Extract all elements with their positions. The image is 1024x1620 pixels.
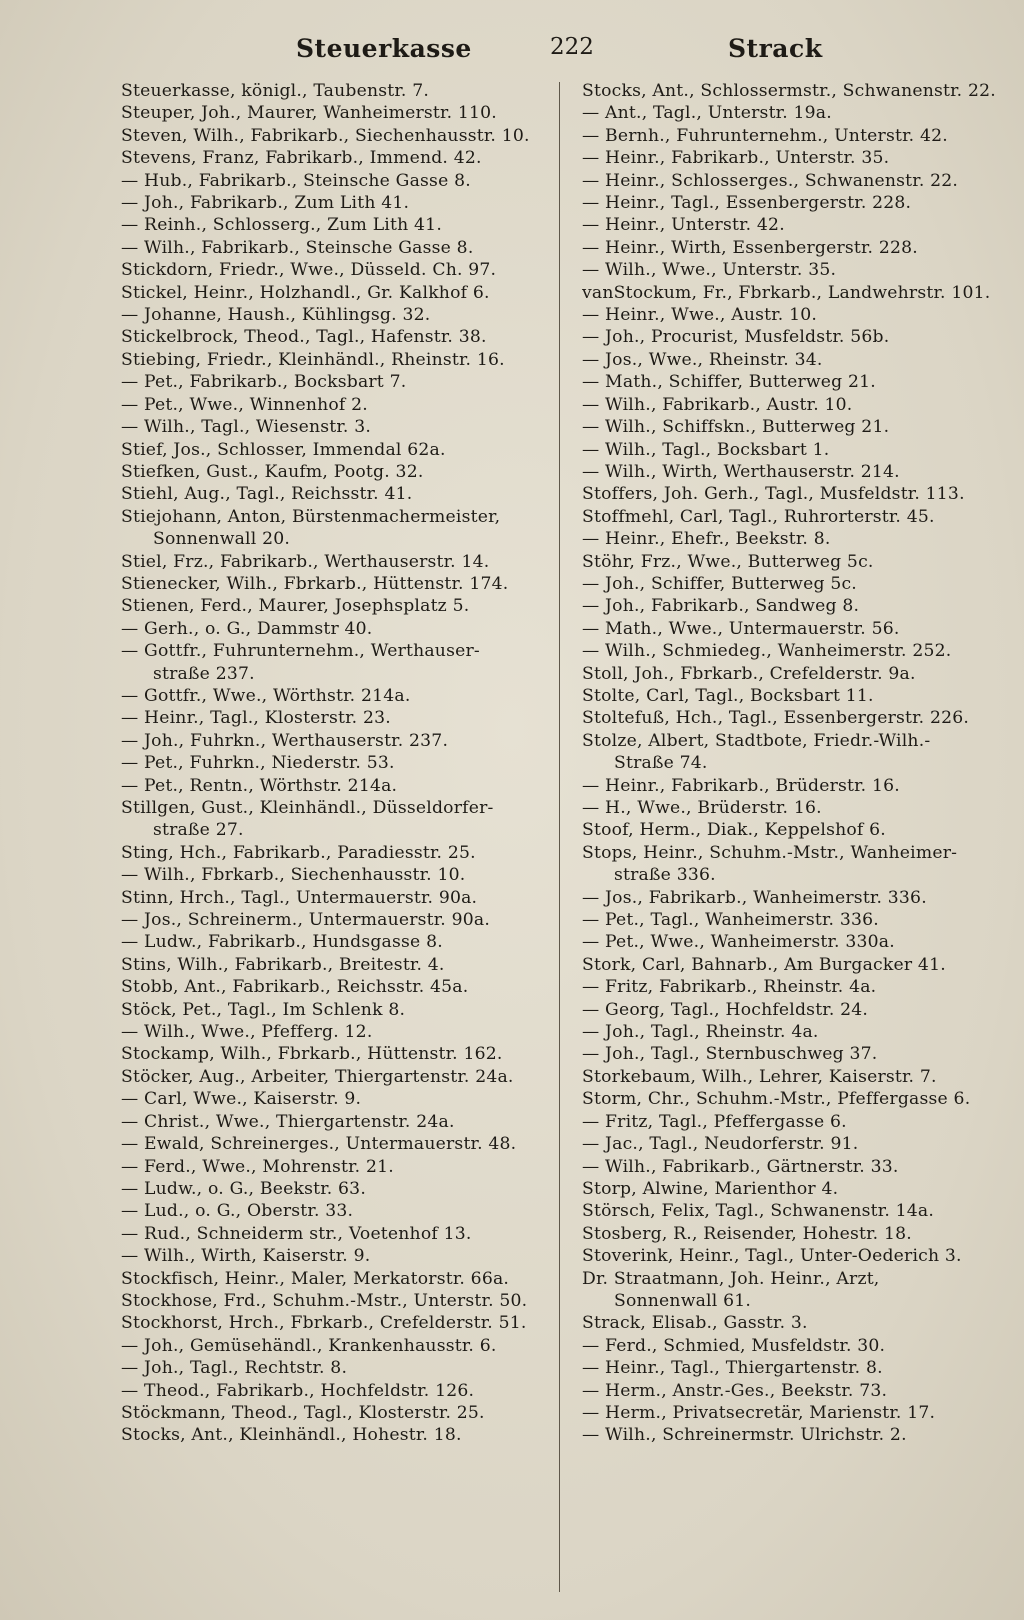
directory-entry: — Gerh., o. G., Dammstr 40. — [121, 618, 373, 639]
directory-entry: — Fritz, Fabrikarb., Rheinstr. 4a. — [582, 977, 877, 998]
directory-entry: Stork, Carl, Bahnarb., Am Burgacker 41. — [582, 954, 946, 975]
directory-entry: — Johanne, Haush., Kühlingsg. 32. — [121, 305, 431, 326]
directory-entry: — Georg, Tagl., Hochfeldstr. 24. — [582, 999, 869, 1020]
directory-entry: Stöcker, Aug., Arbeiter, Thiergartenstr. 24a. — [121, 1066, 514, 1087]
directory-entry: Stoof, Herm., Diak., Keppelshof 6. — [582, 820, 886, 841]
directory-entry: — Hub., Fabrikarb., Steinsche Gasse 8. — [121, 170, 471, 191]
directory-entry: — Jos., Schreinerm., Untermauerstr. 90a. — [121, 910, 491, 931]
directory-entry: — Pet., Fabrikarb., Bocksbart 7. — [121, 372, 407, 393]
directory-entry: Stockhorst, Hrch., Fbrkarb., Crefelderstr. 51. — [121, 1313, 527, 1334]
directory-entry: Stins, Wilh., Fabrikarb., Breitestr. 4. — [121, 954, 445, 975]
left-column — [121, 80, 553, 1447]
directory-entry: — Pet., Wwe., Wanheimerstr. 330a. — [582, 932, 895, 953]
directory-entry: — Joh., Tagl., Rechtstr. 8. — [121, 1358, 348, 1379]
directory-entry: Stöckmann, Theod., Tagl., Klosterstr. 25. — [121, 1402, 485, 1423]
directory-entry: — Heinr., Tagl., Essenbergerstr. 228. — [582, 193, 912, 214]
directory-entry: — Wilh., Fabrikarb., Austr. 10. — [582, 394, 853, 415]
directory-entry: — Theod., Fabrikarb., Hochfeldstr. 126. — [121, 1380, 475, 1401]
directory-entry: Stiebing, Friedr., Kleinhändl., Rheinstr. 16. — [121, 349, 505, 370]
directory-entry: Stoll, Joh., Fbrkarb., Crefelderstr. 9a. — [582, 663, 916, 684]
directory-entry: — Heinr., Unterstr. 42. — [582, 215, 785, 236]
directory-entry: Störsch, Felix, Tagl., Schwanenstr. 14a. — [582, 1201, 935, 1222]
directory-entry: Stillgen, Gust., Kleinhändl., Düsseldorfer- — [121, 798, 494, 818]
directory-entry: — Herm., Anstr.-Ges., Beekstr. 73. — [582, 1380, 888, 1401]
directory-entry-continuation: Sonnenwall 61. — [614, 1290, 752, 1311]
directory-entry: — Gottfr., Wwe., Wörthstr. 214a. — [121, 685, 411, 706]
directory-entry: — Wilh., Fbrkarb., Siechenhausstr. 10. — [121, 865, 466, 886]
directory-entry: — Joh., Procurist, Musfeldstr. 56b. — [582, 327, 890, 348]
directory-entry: — Ewald, Schreinerges., Untermauerstr. 48. — [121, 1134, 517, 1155]
directory-entry-continuation: straße 237. — [153, 663, 255, 684]
directory-entry: Stiel, Frz., Fabrikarb., Werthauserstr. 14. — [121, 551, 490, 572]
directory-entry-continuation: straße 27. — [153, 820, 244, 841]
directory-entry: Stienen, Ferd., Maurer, Josephsplatz 5. — [121, 596, 470, 617]
directory-entry: Storm, Chr., Schuhm.-Mstr., Pfeffergasse 6. — [582, 1089, 971, 1110]
directory-entry: — Wilh., Tagl., Bocksbart 1. — [582, 439, 830, 460]
directory-entry: Stocks, Ant., Schlossermstr., Schwanenstr. 22. — [582, 81, 996, 101]
directory-entry: Steuerkasse, königl., Taubenstr. 7. — [121, 81, 429, 101]
directory-entry: — Joh., Tagl., Sternbuschweg 37. — [582, 1044, 878, 1065]
directory-entry: Steven, Wilh., Fabrikarb., Siechenhausstr. 10. — [121, 125, 530, 146]
directory-entry: — Wilh., Wirth, Kaiserstr. 9. — [121, 1246, 371, 1267]
directory-entry: Stöhr, Frz., Wwe., Butterweg 5c. — [582, 551, 874, 572]
directory-entry: Stevens, Franz, Fabrikarb., Immend. 42. — [121, 148, 482, 169]
directory-entry: — Wilh., Wwe., Pfefferg. 12. — [121, 1022, 373, 1043]
directory-entry: — Heinr., Wirth, Essenbergerstr. 228. — [582, 237, 918, 258]
directory-entry: — Christ., Wwe., Thiergartenstr. 24a. — [121, 1111, 455, 1132]
directory-entry: Stiefken, Gust., Kaufm, Pootg. 32. — [121, 461, 424, 482]
directory-entry: — Carl, Wwe., Kaiserstr. 9. — [121, 1089, 362, 1110]
header-right-keyword: Strack — [728, 34, 823, 63]
directory-entry: — Wilh., Schiffskn., Butterweg 21. — [582, 417, 890, 438]
directory-entry: Stobb, Ant., Fabrikarb., Reichsstr. 45a. — [121, 977, 469, 998]
directory-entry: — Joh., Fabrikarb., Sandweg 8. — [582, 596, 860, 617]
directory-entry: — Wilh., Wirth, Werthauserstr. 214. — [582, 461, 900, 482]
right-column — [582, 80, 1014, 1447]
directory-entry: — Herm., Privatsecretär, Marienstr. 17. — [582, 1402, 936, 1423]
directory-entry: — Lud., o. G., Oberstr. 33. — [121, 1201, 354, 1222]
directory-entry: — Wilh., Schreinermstr. Ulrichstr. 2. — [582, 1425, 907, 1446]
directory-entry: Stolze, Albert, Stadtbote, Friedr.-Wilh.- — [582, 730, 931, 751]
header-left-keyword: Steuerkasse — [296, 34, 472, 63]
directory-entry: — Heinr., Ehefr., Beekstr. 8. — [582, 529, 831, 550]
directory-entry: Stosberg, R., Reisender, Hohestr. 18. — [582, 1223, 912, 1244]
directory-entry: Sting, Hch., Fabrikarb., Paradiesstr. 25. — [121, 842, 476, 863]
directory-entry: Storp, Alwine, Marienthor 4. — [582, 1178, 839, 1199]
column-divider — [559, 82, 560, 1592]
directory-entry: Strack, Elisab., Gasstr. 3. — [582, 1313, 808, 1334]
directory-entry: Stoltefuß, Hch., Tagl., Essenbergerstr. 226. — [582, 708, 970, 729]
directory-entry: — Joh., Schiffer, Butterweg 5c. — [582, 573, 857, 594]
directory-entry: Stickelbrock, Theod., Tagl., Hafenstr. 38. — [121, 327, 487, 348]
directory-entry-continuation: Straße 74. — [614, 753, 708, 774]
directory-entry: — H., Wwe., Brüderstr. 16. — [582, 798, 822, 818]
directory-entry: Stops, Heinr., Schuhm.-Mstr., Wanheimer- — [582, 842, 958, 863]
directory-entry: Dr. Straatmann, Joh. Heinr., Arzt, — [582, 1268, 880, 1289]
directory-entry: — Ferd., Schmied, Musfeldstr. 30. — [582, 1335, 886, 1356]
directory-entry: Stocks, Ant., Kleinhändl., Hohestr. 18. — [121, 1425, 462, 1446]
directory-entry: — Ferd., Wwe., Mohrenstr. 21. — [121, 1156, 394, 1177]
directory-entry: — Math., Schiffer, Butterweg 21. — [582, 372, 876, 393]
directory-entry-continuation: Sonnenwall 20. — [153, 529, 291, 550]
directory-entry: Stockhose, Frd., Schuhm.-Mstr., Unterstr. 50. — [121, 1290, 528, 1311]
directory-entry: — Bernh., Fuhrunternehm., Unterstr. 42. — [582, 125, 948, 146]
directory-entry: — Reinh., Schlosserg., Zum Lith 41. — [121, 215, 442, 236]
directory-entry: — Wilh., Fabrikarb., Gärtnerstr. 33. — [582, 1156, 899, 1177]
directory-entry: — Ludw., o. G., Beekstr. 63. — [121, 1178, 366, 1199]
directory-entry: Stoverink, Heinr., Tagl., Unter-Oederich 3. — [582, 1246, 962, 1267]
directory-entry: — Heinr., Fabrikarb., Unterstr. 35. — [582, 148, 890, 169]
page-header — [0, 34, 1024, 74]
directory-entry: — Heinr., Tagl., Thiergartenstr. 8. — [582, 1358, 883, 1379]
directory-entry: — Gottfr., Fuhrunternehm., Werthauser- — [121, 641, 480, 662]
directory-entry: — Heinr., Wwe., Austr. 10. — [582, 305, 818, 326]
directory-entry: vanStockum, Fr., Fbrkarb., Landwehrstr. 101. — [582, 282, 991, 303]
directory-entry: — Heinr., Schlosserges., Schwanenstr. 22. — [582, 170, 959, 191]
directory-entry: — Ant., Tagl., Unterstr. 19a. — [582, 103, 832, 124]
directory-entry: — Pet., Rentn., Wörthstr. 214a. — [121, 775, 398, 796]
directory-entry: — Wilh., Schmiedeg., Wanheimerstr. 252. — [582, 641, 952, 662]
directory-entry: Stiehl, Aug., Tagl., Reichsstr. 41. — [121, 484, 413, 505]
directory-entry: — Jos., Fabrikarb., Wanheimerstr. 336. — [582, 887, 927, 908]
page-number: 222 — [550, 34, 594, 60]
directory-entry: — Joh., Fabrikarb., Zum Lith 41. — [121, 193, 410, 214]
directory-entry: — Heinr., Fabrikarb., Brüderstr. 16. — [582, 775, 900, 796]
directory-entry: — Jac., Tagl., Neudorferstr. 91. — [582, 1134, 859, 1155]
directory-entry: Stoffmehl, Carl, Tagl., Ruhrorterstr. 45. — [582, 506, 935, 527]
directory-entry: Stoffers, Joh. Gerh., Tagl., Musfeldstr. 113. — [582, 484, 965, 505]
directory-entry: — Joh., Gemüsehändl., Krankenhausstr. 6. — [121, 1335, 497, 1356]
directory-entry: Stöck, Pet., Tagl., Im Schlenk 8. — [121, 999, 406, 1020]
directory-entry: — Pet., Wwe., Winnenhof 2. — [121, 394, 368, 415]
directory-entry: Stolte, Carl, Tagl., Bocksbart 11. — [582, 685, 874, 706]
directory-entry: — Heinr., Tagl., Klosterstr. 23. — [121, 708, 391, 729]
directory-entry: — Rud., Schneiderm str., Voetenhof 13. — [121, 1223, 472, 1244]
directory-entry: — Fritz, Tagl., Pfeffergasse 6. — [582, 1111, 847, 1132]
directory-entry: Stienecker, Wilh., Fbrkarb., Hüttenstr. 174. — [121, 573, 509, 594]
directory-entry: — Wilh., Tagl., Wiesenstr. 3. — [121, 417, 372, 438]
directory-entry: Stickdorn, Friedr., Wwe., Düsseld. Ch. 97. — [121, 260, 497, 281]
directory-entry: — Ludw., Fabrikarb., Hundsgasse 8. — [121, 932, 443, 953]
directory-entry: — Jos., Wwe., Rheinstr. 34. — [582, 349, 823, 370]
directory-entry: Stockamp, Wilh., Fbrkarb., Hüttenstr. 162. — [121, 1044, 503, 1065]
directory-entry: Steuper, Joh., Maurer, Wanheimerstr. 110. — [121, 103, 497, 124]
directory-entry: — Joh., Tagl., Rheinstr. 4a. — [582, 1022, 819, 1043]
directory-entry-continuation: straße 336. — [614, 865, 716, 886]
directory-entry: — Joh., Fuhrkn., Werthauserstr. 237. — [121, 730, 449, 751]
directory-entry: — Wilh., Wwe., Unterstr. 35. — [582, 260, 837, 281]
directory-entry: — Pet., Fuhrkn., Niederstr. 53. — [121, 753, 395, 774]
directory-entry: Storkebaum, Wilh., Lehrer, Kaiserstr. 7. — [582, 1066, 937, 1087]
directory-entry: — Math., Wwe., Untermauerstr. 56. — [582, 618, 900, 639]
directory-entry: Stickel, Heinr., Holzhandl., Gr. Kalkhof 6. — [121, 282, 490, 303]
directory-entry: Stiejohann, Anton, Bürstenmachermeister, — [121, 506, 501, 527]
directory-entry: Stinn, Hrch., Tagl., Untermauerstr. 90a. — [121, 887, 478, 908]
directory-entry: — Wilh., Fabrikarb., Steinsche Gasse 8. — [121, 237, 474, 258]
directory-entry: Stief, Jos., Schlosser, Immendal 62a. — [121, 439, 446, 460]
directory-entry: Stockfisch, Heinr., Maler, Merkatorstr. 66a. — [121, 1268, 510, 1289]
directory-entry: — Pet., Tagl., Wanheimerstr. 336. — [582, 910, 879, 931]
